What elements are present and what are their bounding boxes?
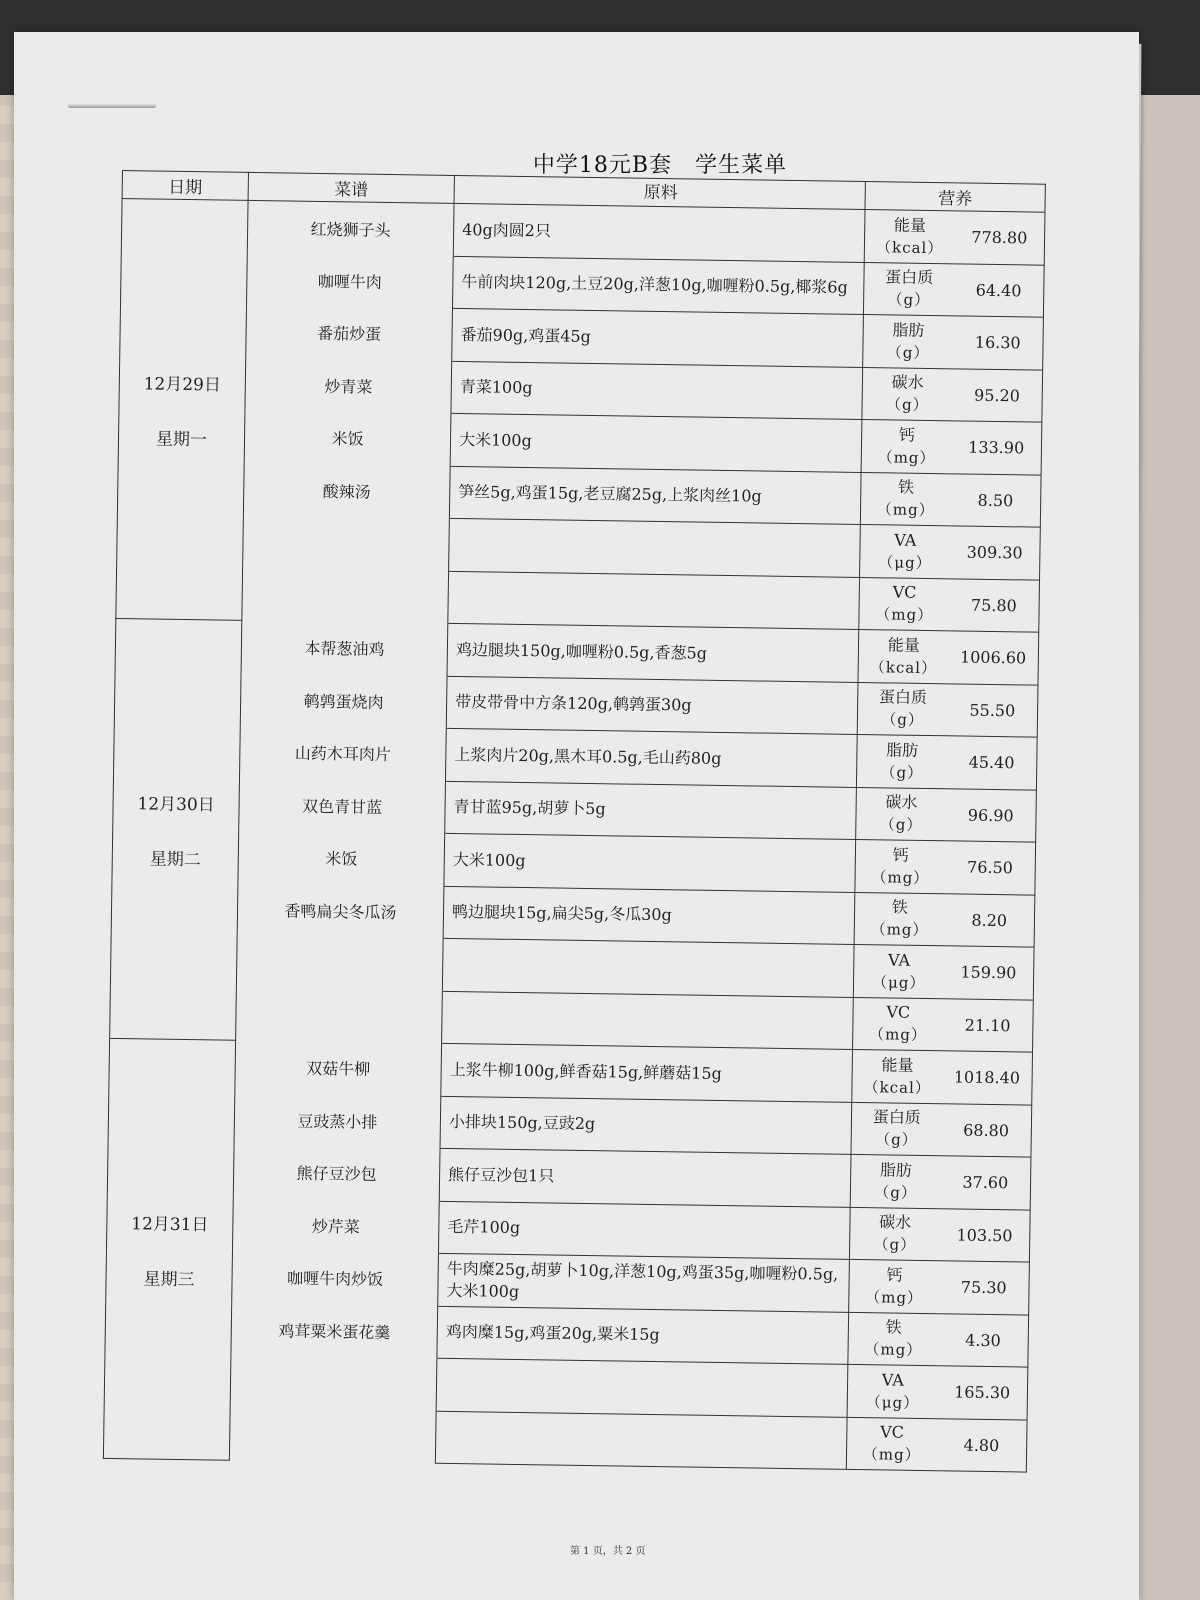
nutrient-name: VA [881, 1370, 905, 1390]
ingredients-cell [449, 518, 861, 577]
nutrient-value: 778.80 [954, 211, 1045, 265]
nutrient-value: 96.90 [946, 788, 1037, 842]
dish-name: 本帮葱油鸡 [241, 620, 448, 676]
ingredients-cell: 鸡肉糜15g,鸡蛋20g,粟米15g [437, 1306, 849, 1365]
nutrient-value: 4.30 [938, 1313, 1029, 1367]
nutrient-label [862, 367, 953, 421]
dish-name: 酸辣汤 [243, 463, 450, 519]
date-group [119, 368, 245, 450]
nutrient-name: 脂肪 [879, 1160, 913, 1180]
dish-name [236, 988, 443, 1044]
ingredients-cell: 熊仔豆沙包1只 [439, 1148, 851, 1207]
nutrient-label [857, 682, 948, 736]
nutrient-unit: （g） [873, 1235, 917, 1255]
dish-name: 红烧狮子头 [247, 200, 454, 256]
date-group [106, 1208, 232, 1290]
nutrient-unit: （mg） [877, 447, 936, 467]
nutrient-label [856, 734, 947, 788]
ingredients-cell: 大米100g [444, 833, 856, 892]
nutrient-unit: （kcal） [869, 657, 938, 677]
nutrient-value: 68.80 [941, 1103, 1032, 1157]
nutrient-value: 45.40 [946, 736, 1037, 790]
nutrient-unit: （mg） [875, 605, 934, 625]
nutrient-name: 钙 [898, 425, 916, 445]
nutrient-unit: （g） [885, 395, 929, 415]
dish-name: 香鸭扁尖冬瓜汤 [237, 883, 444, 939]
nutrient-value: 64.40 [953, 263, 1044, 317]
weekday-text: 星期三 [143, 1268, 195, 1290]
nutrient-unit: （g） [887, 290, 931, 310]
dish-name: 熊仔豆沙包 [233, 1145, 440, 1201]
nutrient-name: 碳水 [891, 372, 924, 393]
weekday-text: 星期二 [149, 848, 201, 870]
ingredients-cell: 带皮带骨中方条120g,鹌鹑蛋30g [446, 676, 858, 735]
nutrient-label [860, 472, 951, 526]
nutrient-name: 脂肪 [886, 740, 919, 760]
ingredients-cell: 青菜100g [451, 361, 863, 420]
ingredients-cell [448, 571, 860, 630]
nutrient-label [861, 420, 952, 474]
nutrient-name: 能量 [893, 215, 927, 235]
nutrient-name: 钙 [886, 1265, 903, 1285]
nutrient-unit: （μg） [865, 1392, 920, 1412]
dish-name: 米饭 [238, 830, 445, 886]
menu-body [103, 199, 1045, 1473]
dish-name [230, 1355, 437, 1411]
nutrient-unit: （μg） [871, 972, 926, 992]
nutrient-unit: （mg） [868, 1025, 928, 1045]
ingredients-cell: 大米100g [450, 413, 862, 472]
nutrient-value: 8.20 [944, 893, 1035, 947]
nutrient-label [859, 577, 950, 631]
header-date: 日期 [122, 171, 248, 201]
ingredients-cell [442, 938, 854, 997]
nutrient-value: 159.90 [943, 946, 1034, 1000]
dish-name [243, 515, 450, 571]
nutrient-name: 铁 [885, 1317, 902, 1337]
nutrient-name: 能量 [881, 1055, 914, 1075]
nutrient-unit: （mg） [871, 867, 930, 887]
nutrient-label [855, 839, 946, 893]
nutrient-value: 133.90 [951, 421, 1042, 475]
nutrient-value: 76.50 [945, 841, 1036, 895]
ingredients-cell: 40g肉圆2只 [453, 203, 865, 262]
nutrient-label [846, 1417, 937, 1471]
nutrient-name: VC [892, 582, 917, 603]
header-ingredients: 原料 [454, 175, 865, 209]
menu-table [103, 170, 1046, 1473]
nutrient-unit: （mg） [865, 1287, 924, 1307]
nutrient-name: 蛋白质 [872, 1107, 921, 1128]
ingredients-cell: 青甘蓝95g,胡萝卜5g [445, 781, 857, 840]
nutrient-label [849, 1259, 940, 1313]
ingredients-cell: 番茄90g,鸡蛋45g [452, 308, 864, 367]
dish-name: 咖喱牛肉炒饭 [232, 1250, 439, 1306]
nutrient-label [852, 1049, 943, 1103]
date-text: 12月30日 [137, 793, 215, 815]
nutrient-label [853, 997, 944, 1051]
nutrient-label [853, 944, 944, 998]
staple [68, 103, 156, 108]
nutrient-name: VA [887, 950, 911, 970]
nutrient-name: 蛋白质 [885, 267, 934, 288]
nutrient-label [856, 787, 947, 841]
nutrient-unit: （mg） [862, 1445, 921, 1465]
nutrient-unit: （kcal） [875, 237, 944, 257]
ingredients-cell: 鸡边腿块150g,咖喱粉0.5g,香葱5g [447, 623, 859, 682]
nutrient-unit: （g） [875, 1130, 918, 1150]
nutrient-label [863, 315, 954, 369]
date-text: 12月29日 [143, 373, 222, 395]
nutrient-label [847, 1364, 938, 1418]
nutrient-value: 95.20 [952, 368, 1043, 422]
date-text: 12月31日 [131, 1213, 209, 1235]
ingredients-cell: 牛肉糜25g,胡萝卜10g,洋葱10g,鸡蛋35g,咖喱粉0.5g,大米100g [438, 1253, 850, 1312]
nutrient-unit: （mg） [876, 500, 935, 520]
nutrient-name: 铁 [897, 477, 915, 498]
nutrient-value: 165.30 [937, 1366, 1028, 1420]
dish-name: 米饭 [244, 410, 451, 466]
dish-name: 咖喱牛肉 [247, 253, 454, 309]
nutrient-value: 21.10 [943, 998, 1034, 1052]
nutrient-value: 75.30 [939, 1261, 1030, 1315]
nutrient-value: 103.50 [939, 1208, 1030, 1262]
dish-name [242, 568, 449, 624]
ingredients-cell [436, 1358, 848, 1417]
nutrient-name: 脂肪 [892, 320, 925, 340]
ingredients-cell: 毛芹100g [438, 1201, 850, 1260]
dish-name [229, 1408, 436, 1464]
nutrient-name: VA [894, 530, 917, 550]
ingredients-cell [442, 991, 854, 1050]
nutrient-unit: （g） [886, 343, 930, 362]
nutrient-unit: （mg） [864, 1340, 923, 1360]
nutrient-name: 碳水 [879, 1212, 912, 1233]
ingredients-cell: 鸭边腿块15g,扁尖5g,冬瓜30g [443, 886, 855, 945]
nutrient-unit: （g） [879, 815, 923, 835]
nutrient-name: 蛋白质 [878, 687, 928, 708]
nutrient-name: 铁 [891, 897, 909, 917]
nutrient-label [849, 1207, 940, 1261]
date-cell [110, 618, 242, 1040]
nutrient-name: 碳水 [885, 792, 918, 813]
nutrient-label [864, 210, 955, 264]
dish-name: 鸡茸粟米蛋花羹 [231, 1303, 438, 1359]
dish-name: 番茄炒蛋 [246, 305, 453, 361]
nutrient-value: 37.60 [940, 1156, 1031, 1210]
nutrient-name: VC [880, 1422, 905, 1442]
nutrient-name: 钙 [892, 845, 909, 865]
nutrient-unit: （g） [874, 1183, 918, 1202]
nutrient-label [858, 629, 949, 683]
nutrient-label [863, 262, 954, 316]
dish-name: 双色青甘蓝 [239, 778, 446, 834]
nutrient-label [851, 1102, 942, 1156]
nutrient-value: 75.80 [949, 578, 1040, 632]
date-cell [116, 199, 248, 621]
ingredients-cell [435, 1411, 847, 1470]
nutrient-unit: （μg） [878, 553, 932, 572]
dish-name: 双菇牛柳 [235, 1040, 442, 1096]
dish-name: 豆豉蒸小排 [234, 1093, 441, 1149]
nutrient-value: 55.50 [947, 683, 1038, 737]
ingredients-cell: 笋丝5g,鸡蛋15g,老豆腐25g,上浆肉丝10g [449, 466, 861, 525]
ingredients-cell: 上浆牛柳100g,鲜香菇15g,鲜蘑菇15g [441, 1043, 853, 1102]
nutrient-label [850, 1154, 941, 1208]
dish-name: 鹌鹑蛋烧肉 [240, 673, 447, 729]
ingredients-cell: 上浆肉片20g,黑木耳0.5g,毛山药80g [445, 728, 857, 787]
date-group [113, 788, 239, 870]
ingredients-cell: 小排块150g,豆豉2g [440, 1096, 852, 1155]
nutrient-value: 4.80 [936, 1418, 1027, 1472]
nutrient-value: 309.30 [950, 526, 1041, 580]
dish-name: 炒芹菜 [232, 1198, 439, 1254]
date-cell [103, 1038, 235, 1460]
weekday-text: 星期一 [155, 429, 208, 450]
nutrient-label [860, 524, 951, 578]
nutrient-label [848, 1312, 939, 1366]
nutrient-value: 16.30 [953, 316, 1044, 370]
header-dish: 菜谱 [248, 172, 454, 203]
header-nutrition: 营养 [865, 182, 1045, 213]
ingredients-cell: 牛前肉块120g,土豆20g,洋葱10g,咖喱粉0.5g,椰浆6g [452, 256, 864, 315]
nutrient-name: VC [886, 1002, 911, 1023]
nutrient-value: 1018.40 [942, 1051, 1033, 1105]
dish-name [236, 935, 443, 991]
nutrient-unit: （g） [881, 710, 925, 730]
nutrient-unit: （g） [880, 763, 924, 782]
dish-name: 山药木耳肉片 [239, 725, 446, 781]
nutrient-unit: （mg） [870, 920, 929, 940]
nutrient-value: 1006.60 [948, 631, 1039, 685]
dish-name: 炒青菜 [245, 358, 452, 414]
nutrient-value: 8.50 [950, 473, 1041, 527]
menu-title: 中学18元B套 学生菜单 [532, 153, 788, 178]
page-footer: 第 1 页，共 2 页 [570, 1546, 646, 1557]
nutrient-label [854, 892, 945, 946]
nutrient-unit: （kcal） [863, 1077, 931, 1097]
nutrient-name: 能量 [887, 635, 920, 655]
